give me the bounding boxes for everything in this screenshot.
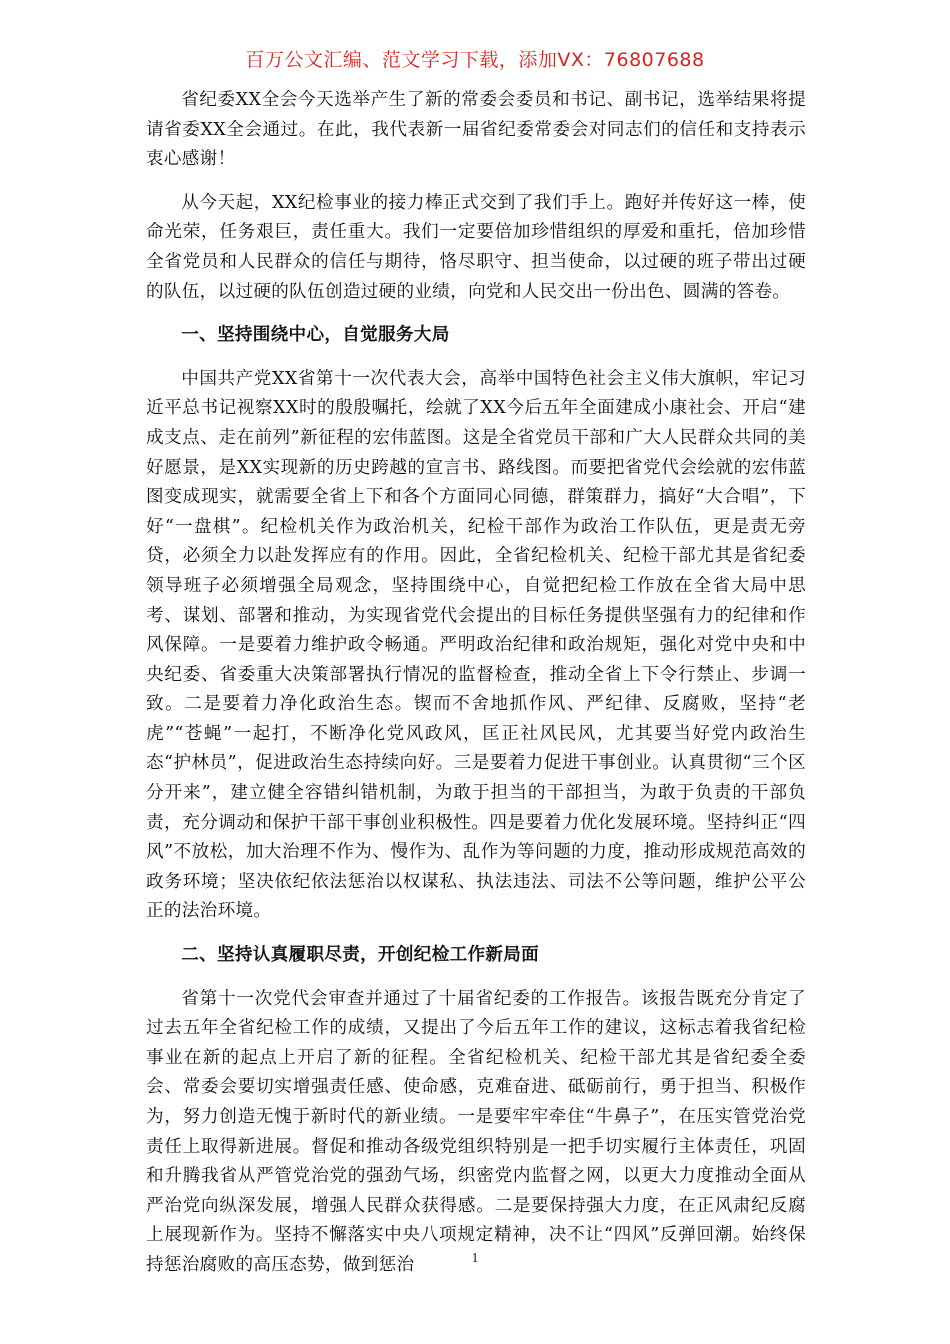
watermark-header: 百万公文汇编、范文学习下载，添加VX：76807688 (245, 49, 705, 71)
document-body (146, 86, 806, 1295)
section-2-paragraph: 省第十一次党代会审查并通过了十届省纪委的工作报告。该报告既充分肯定了过去五年全省纪检工作的成绩，又提出了今后五年工作的建议，这标志着我省纪检事业在新的起点上开启了新的征程。全省纪检机关、纪检干部尤其是省纪委全委会、常委会要切实增强责任感、使命感，克难奋进、砥砺前行，勇于担当、积极作为，努力创造无愧于新时代的新业绩。一是要牢牢牵住“牛鼻子”，在压实管党治党责任上取得新进展。督促和推动各级党组织特别是一把手切实履行主体责任，巩固和升腾我省从严管党治党的强劲气场，织密党内监督之网，以更大力度推动全面从严治党向纵深发展，增强人民群众获得感。二是要保持强大力度，在正风肃纪反腐上展现新作为。坚持不懈落实中央八项规定精神，决不让“四风”反弹回潮。始终保持惩治腐败的高压态势，做到惩治 (146, 988, 806, 1275)
intro-paragraph-2: 从今天起，XX纪检事业的接力棒正式交到了我们手上。跑好并传好这一棒，使命光荣，任务艰巨，责任重大。我们一定要倍加珍惜组织的厚爱和重托，倍加珍惜全省党员和人民群众的信任与期待，恪尽职守、担当使命，以过硬的班子带出过硬的队伍，以过硬的队伍创造过硬的业绩，向党和人民交出一份出色、圆满的答卷。 (146, 192, 806, 302)
section-1-heading: 一、坚持围绕中心，自觉服务大局 (181, 325, 450, 346)
section-2-heading: 二、坚持认真履职尽责，开创纪检工作新局面 (181, 945, 540, 966)
page-number: 1 (471, 1251, 479, 1266)
section-1-paragraph: 中国共产党XX省第十一次代表大会，高举中国特色社会主义伟大旗帜，牢记习近平总书记视察XX时的殷殷嘱托，绘就了XX今后五年全面建成小康社会、开启“建成支点、走在前列”新征程的宏伟蓝图。这是全省党员干部和广大人民群众共同的美好愿景，是XX实现新的历史跨越的宣言书、路线图。而要把省党代会绘就的宏伟蓝图变成现实，就需要全省上下和各个方面同心同德，群策群力，搞好“大合唱”，下好“一盘棋”。纪检机关作为政治机关，纪检干部作为政治工作队伍，更是责无旁贷，必须全力以赴发挥应有的作用。因此，全省纪检机关、纪检干部尤其是省纪委领导班子必须增强全局观念，坚持围绕中心，自觉把纪检工作放在全省大局中思考、谋划、部署和推动，为实现省党代会提出的目标任务提供坚强有力的纪律和作风保障。一是要着力维护政令畅通。严明政治纪律和政治规矩，强化对党中央和中央纪委、省委重大决策部署执行情况的监督检查，推动全省上下令行禁止、步调一致。二是要着力净化政治生态。锲而不舍地抓作风、严纪律、反腐败，坚持“老虎”“苍蝇”一起打，不断净化党风政风，匡正社风民风，尤其要当好党内政治生态“护林员”，促进政治生态持续向好。三是要着力促进干事创业。认真贯彻“三个区分开来”，建立健全容错纠错机制，为敢于担当的干部担当，为敢于负责的干部负责，充分调动和保护干部干事创业积极性。四是要着力优化发展环境。坚持纠正“四风”不放松，加大治理不作为、慢作为、乱作为等问题的力度，推动形成规范高效的政务环境；坚决依纪依法惩治以权谋私、执法违法、司法不公等问题，维护公平公正的法治环境。 (146, 368, 806, 922)
intro-paragraph-1: 省纪委XX全会今天选举产生了新的常委会委员和书记、副书记，选举结果将提请省委XX全会通过。在此，我代表新一届省纪委常委会对同志们的信任和支持表示衷心感谢！ (146, 90, 806, 170)
